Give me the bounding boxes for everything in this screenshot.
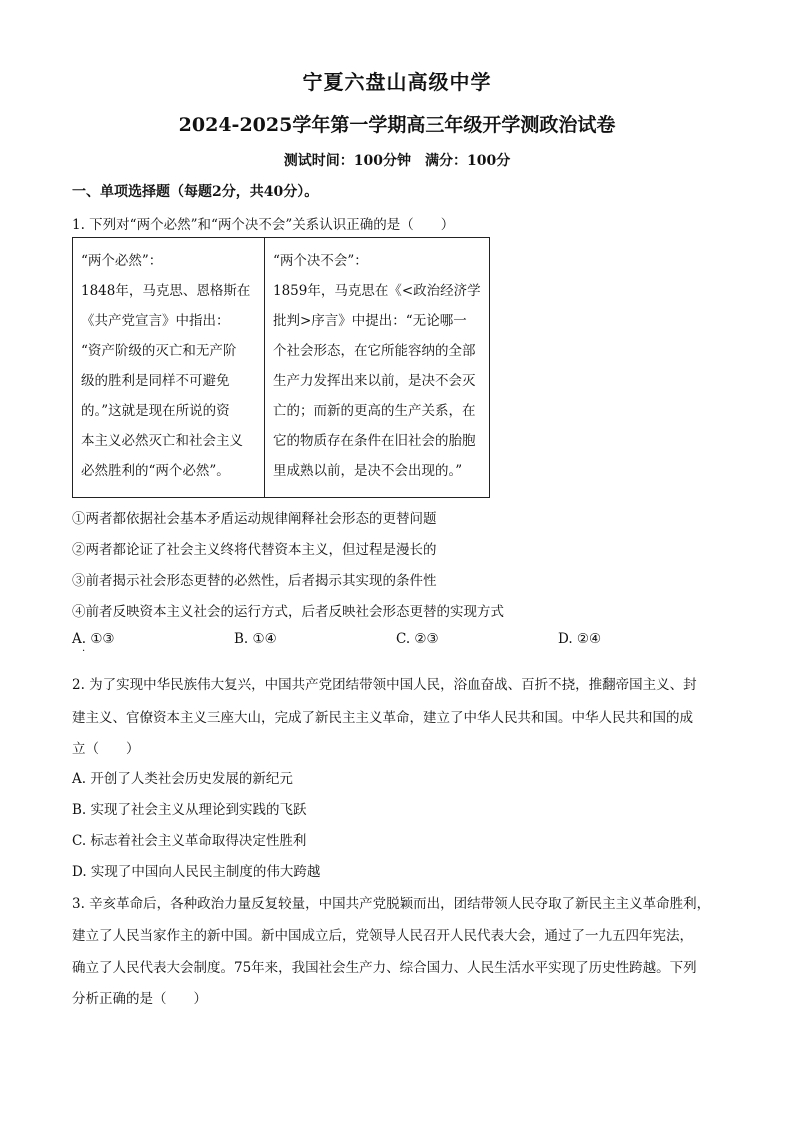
q2-stem-line: 立（ ） — [72, 741, 140, 757]
q1-right-line: 个社会形态，在它所能容纳的全部 — [273, 343, 476, 359]
q1-stem: 1. 下列对“两个必然”和“两个决不会”关系认识正确的是（ ） — [72, 217, 455, 233]
q1-option-c: C. ②③ — [396, 631, 439, 647]
q1-right-line: 里成熟以前，是决不会出现的。” — [273, 463, 463, 479]
q3-stem-line: 分析正确的是（ ） — [72, 991, 207, 1007]
q1-left-line: 的。”这就是现在所说的资 — [81, 403, 230, 419]
q1-right-line: 它的物质存在条件在旧社会的胎胞 — [273, 433, 476, 449]
q1-left-cell — [73, 238, 265, 498]
q2-option-a: A. 开创了人类社会历史发展的新纪元 — [72, 771, 293, 787]
q3-stem-line: 3. 辛亥革命后，各种政治力量反复较量，中国共产党脱颖而出，团结带领人民夺取了新民主主义革命胜利， — [72, 896, 711, 912]
school-name: 宁夏六盘山高级中学 — [302, 70, 492, 94]
q1-right-line: 1859年，马克思在《<政治经济学 — [273, 283, 481, 299]
q1-statement: ④前者反映资本主义社会的运行方式，后者反映社会形态更替的实现方式 — [72, 604, 504, 620]
q1-left-line: “两个必然”： — [81, 253, 163, 269]
q3-stem-line: 确立了人民代表大会制度。75年来，我国社会生产力、综合国力、人民生活水平实现了历史性跨越。下列 — [72, 960, 697, 976]
q1-option-d: D. ②④ — [558, 631, 602, 647]
section-heading: 一、单项选择题（每题2分，共40分）。 — [72, 184, 319, 200]
q1-left-line: “资产阶级的灭亡和无产阶 — [81, 343, 237, 359]
q1-option-a: A. ①③ — [72, 631, 115, 647]
exam-title: 2024-2025学年第一学期高三年级开学测政治试卷 — [178, 114, 616, 136]
q1-right-line: 批判>序言》中提出：“无论哪一 — [273, 313, 467, 329]
q2-option-d: D. 实现了中国向人民民主制度的伟大跨越 — [72, 864, 321, 880]
exam-meta: 测试时间：100分钟 满分：100分 — [283, 153, 511, 169]
q2-stem-line: 建主义、官僚资本主义三座大山，完成了新民主主义革命，建立了中华人民共和国。中华人民共和国的成 — [72, 710, 693, 726]
q3-stem-line: 建立了人民当家作主的新中国。新中国成立后，党领导人民召开人民代表大会，通过了一九五四年宪法， — [72, 928, 693, 944]
q1-right-line: 生产力发挥出来以前，是决不会灭 — [273, 373, 476, 389]
q1-statement: ①两者都依据社会基本矛盾运动规律阐释社会形态的更替问题 — [72, 511, 437, 527]
q1-option-b: B. ①④ — [234, 631, 277, 647]
q1-right-cell — [265, 238, 490, 498]
q1-right-line: “两个决不会”： — [273, 253, 368, 269]
q1-statement: ③前者揭示社会形态更替的必然性，后者揭示其实现的条件性 — [72, 573, 437, 589]
q2-stem-line: 2. 为了实现中华民族伟大复兴，中国共产党团结带领中国人民，浴血奋战、百折不挠，推翻帝国主义、封 — [72, 677, 697, 693]
q2-option-b: B. 实现了社会主义从理论到实践的飞跃 — [72, 802, 307, 818]
q2-option-c: C. 标志着社会主义革命取得决定性胜利 — [72, 833, 307, 849]
q1-left-line: 级的胜利是同样不可避免 — [81, 373, 230, 389]
q1-statement: ②两者都论证了社会主义终将代替资本主义，但过程是漫长的 — [72, 542, 437, 558]
q1-left-line: 1848年，马克思、恩格斯在 — [81, 283, 251, 299]
stray-dot: · — [82, 646, 86, 657]
q1-right-line: 亡的；而新的更高的生产关系，在 — [273, 403, 476, 419]
q1-left-line: 必然胜利的“两个必然”。 — [81, 463, 230, 479]
q1-left-line: 本主义必然灭亡和社会主义 — [81, 433, 243, 449]
q1-left-line: 《共产党宣言》中指出： — [81, 313, 230, 329]
q1-material-table — [72, 237, 490, 498]
